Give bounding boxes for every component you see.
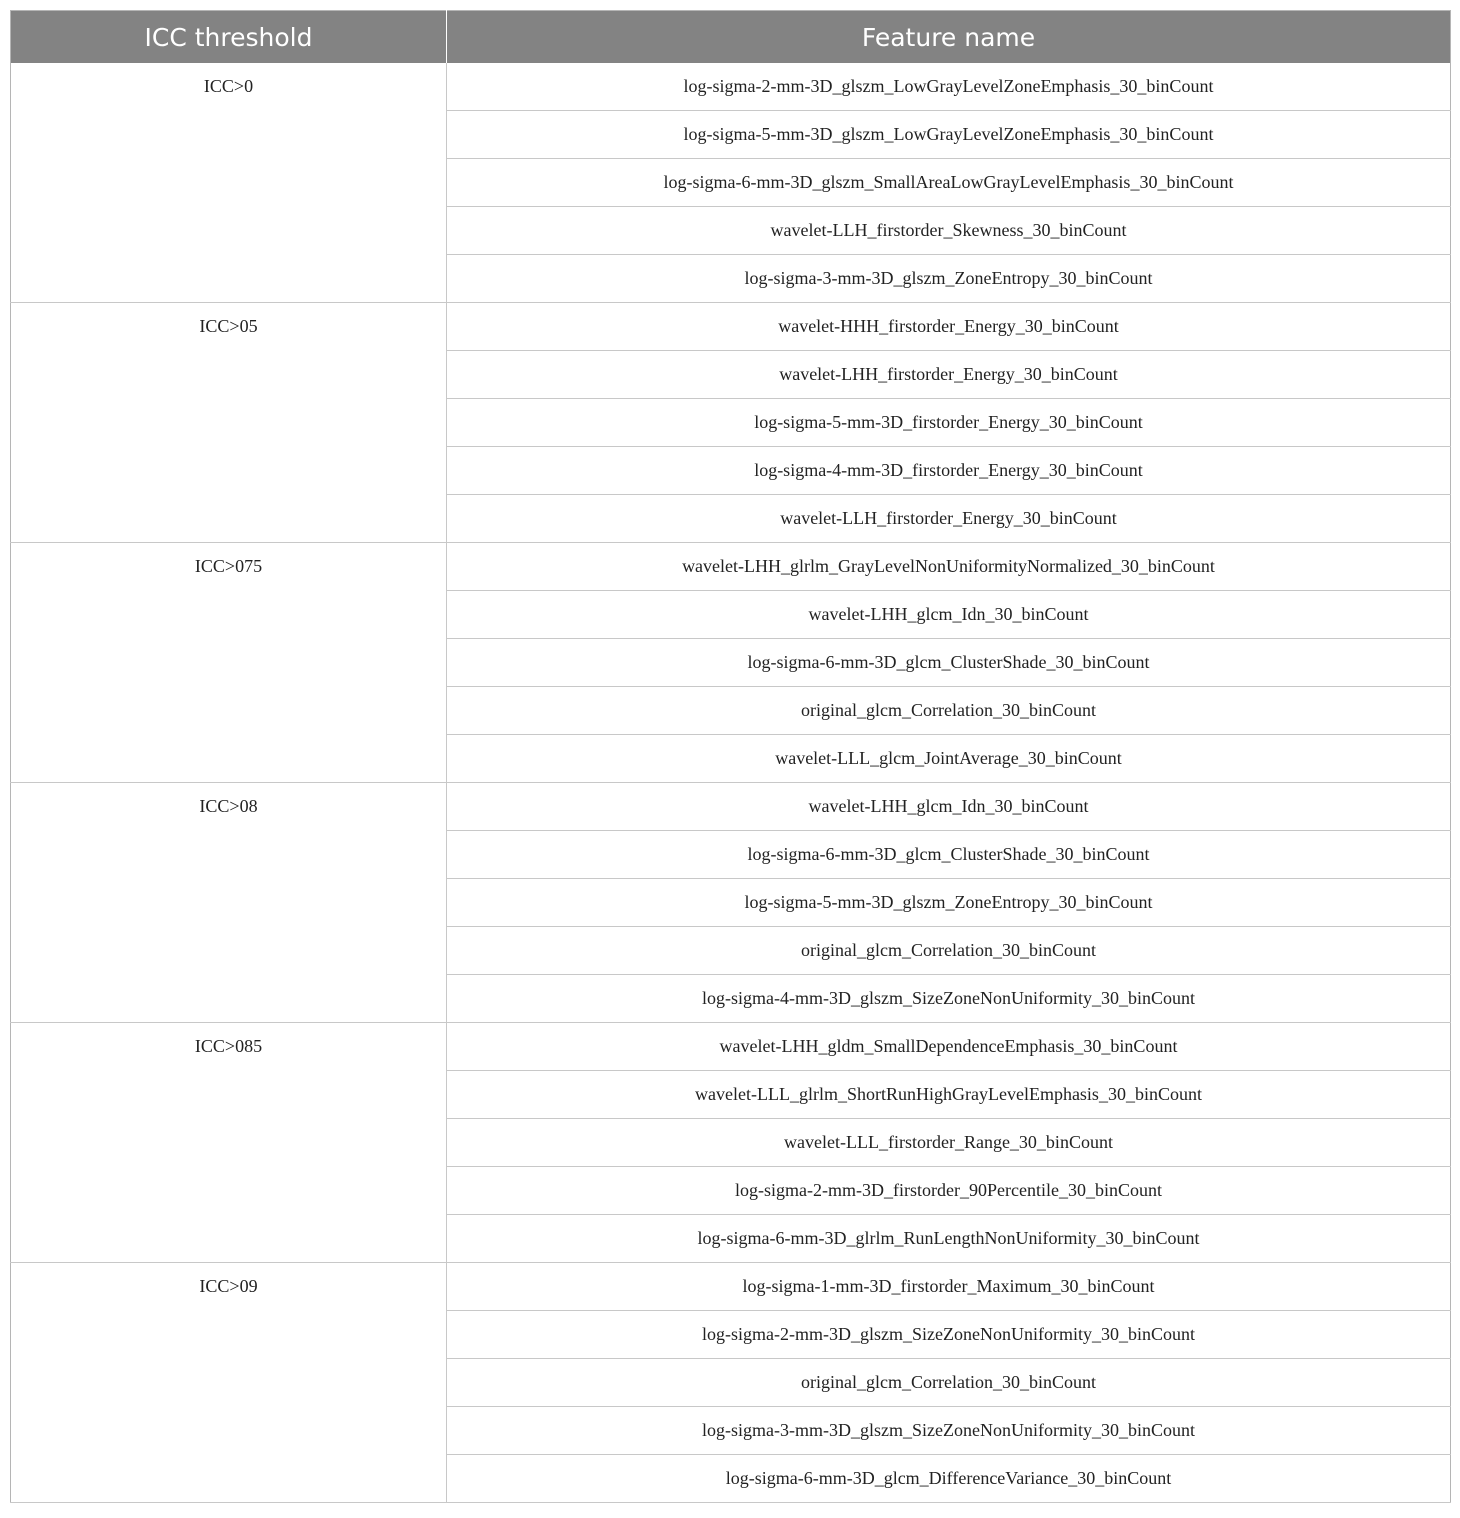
icc-feature-table bbox=[10, 10, 1451, 1503]
table-row bbox=[11, 783, 1451, 831]
feature-name-cell: log-sigma-4-mm-3D_firstorder_Energy_30_binCount bbox=[447, 447, 1451, 495]
table-row bbox=[11, 303, 1451, 351]
feature-name-cell: log-sigma-5-mm-3D_glszm_LowGrayLevelZoneEmphasis_30_binCount bbox=[447, 111, 1451, 159]
feature-name-cell: wavelet-LLH_firstorder_Energy_30_binCount bbox=[447, 495, 1451, 543]
feature-name-cell: log-sigma-6-mm-3D_glcm_ClusterShade_30_binCount bbox=[447, 639, 1451, 687]
feature-name-cell: log-sigma-5-mm-3D_firstorder_Energy_30_binCount bbox=[447, 399, 1451, 447]
icc-threshold-cell: ICC>085 bbox=[11, 1023, 447, 1263]
feature-name-cell: original_glcm_Correlation_30_binCount bbox=[447, 687, 1451, 735]
feature-name-cell: log-sigma-1-mm-3D_firstorder_Maximum_30_binCount bbox=[447, 1263, 1451, 1311]
feature-name-cell: wavelet-LHH_glcm_Idn_30_binCount bbox=[447, 783, 1451, 831]
feature-name-cell: log-sigma-2-mm-3D_glszm_LowGrayLevelZoneEmphasis_30_binCount bbox=[447, 63, 1451, 111]
table-row bbox=[11, 543, 1451, 591]
feature-name-cell: wavelet-LLH_firstorder_Skewness_30_binCount bbox=[447, 207, 1451, 255]
icc-threshold-cell: ICC>075 bbox=[11, 543, 447, 783]
feature-name-cell: log-sigma-2-mm-3D_glszm_SizeZoneNonUniformity_30_binCount bbox=[447, 1311, 1451, 1359]
feature-name-cell: wavelet-LHH_firstorder_Energy_30_binCount bbox=[447, 351, 1451, 399]
table-row bbox=[11, 1023, 1451, 1071]
feature-name-cell: wavelet-HHH_firstorder_Energy_30_binCount bbox=[447, 303, 1451, 351]
feature-name-cell: log-sigma-6-mm-3D_glrlm_RunLengthNonUniformity_30_binCount bbox=[447, 1215, 1451, 1263]
feature-name-cell: log-sigma-6-mm-3D_glszm_SmallAreaLowGrayLevelEmphasis_30_binCount bbox=[447, 159, 1451, 207]
table-container bbox=[10, 10, 1450, 1503]
table-row bbox=[11, 63, 1451, 111]
table-header bbox=[11, 11, 1451, 64]
icc-threshold-cell: ICC>0 bbox=[11, 63, 447, 303]
feature-name-cell: wavelet-LLL_glcm_JointAverage_30_binCount bbox=[447, 735, 1451, 783]
feature-name-cell: log-sigma-6-mm-3D_glcm_ClusterShade_30_binCount bbox=[447, 831, 1451, 879]
feature-name-cell: wavelet-LHH_gldm_SmallDependenceEmphasis_30_binCount bbox=[447, 1023, 1451, 1071]
icc-threshold-cell: ICC>05 bbox=[11, 303, 447, 543]
header-feature-name: Feature name bbox=[447, 11, 1451, 64]
feature-name-cell: log-sigma-4-mm-3D_glszm_SizeZoneNonUniformity_30_binCount bbox=[447, 975, 1451, 1023]
header-row bbox=[11, 11, 1451, 64]
feature-name-cell: log-sigma-2-mm-3D_firstorder_90Percentile_30_binCount bbox=[447, 1167, 1451, 1215]
feature-name-cell: log-sigma-3-mm-3D_glszm_ZoneEntropy_30_binCount bbox=[447, 255, 1451, 303]
feature-name-cell: log-sigma-5-mm-3D_glszm_ZoneEntropy_30_binCount bbox=[447, 879, 1451, 927]
table-body bbox=[11, 63, 1451, 1503]
feature-name-cell: wavelet-LHH_glcm_Idn_30_binCount bbox=[447, 591, 1451, 639]
icc-threshold-cell: ICC>08 bbox=[11, 783, 447, 1023]
feature-name-cell: original_glcm_Correlation_30_binCount bbox=[447, 927, 1451, 975]
feature-name-cell: original_glcm_Correlation_30_binCount bbox=[447, 1359, 1451, 1407]
feature-name-cell: log-sigma-3-mm-3D_glszm_SizeZoneNonUniformity_30_binCount bbox=[447, 1407, 1451, 1455]
feature-name-cell: log-sigma-6-mm-3D_glcm_DifferenceVariance_30_binCount bbox=[447, 1455, 1451, 1503]
feature-name-cell: wavelet-LLL_glrlm_ShortRunHighGrayLevelEmphasis_30_binCount bbox=[447, 1071, 1451, 1119]
header-icc-threshold: ICC threshold bbox=[11, 11, 447, 64]
table-row bbox=[11, 1263, 1451, 1311]
icc-threshold-cell: ICC>09 bbox=[11, 1263, 447, 1503]
feature-name-cell: wavelet-LHH_glrlm_GrayLevelNonUniformityNormalized_30_binCount bbox=[447, 543, 1451, 591]
feature-name-cell: wavelet-LLL_firstorder_Range_30_binCount bbox=[447, 1119, 1451, 1167]
